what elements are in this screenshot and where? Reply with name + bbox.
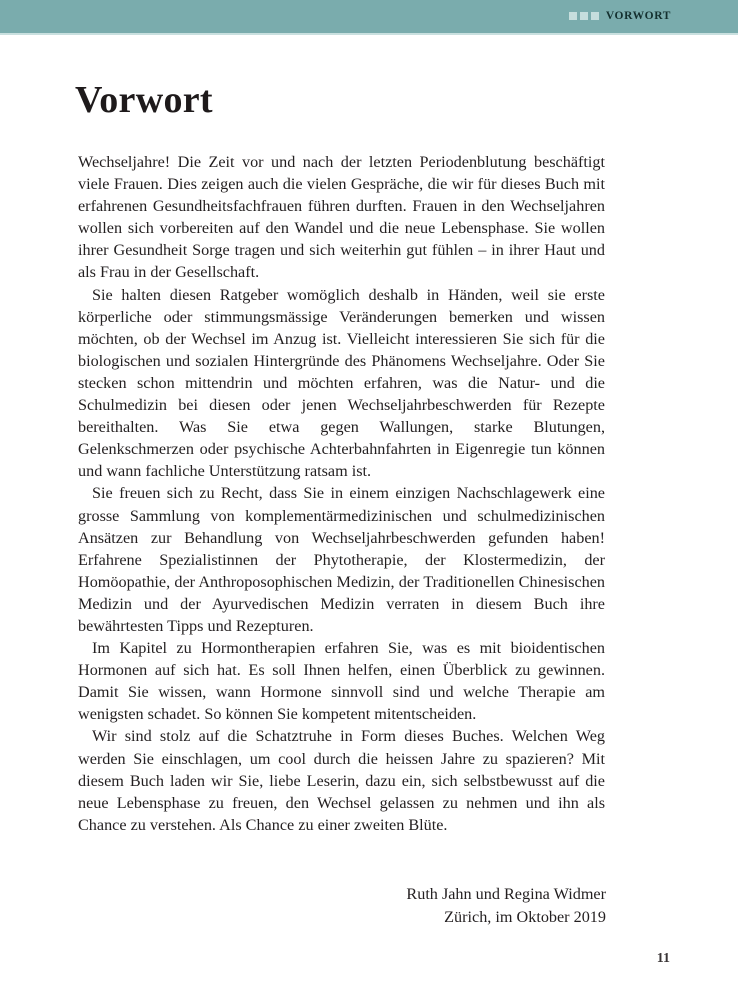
paragraph: Sie halten diesen Ratgeber womöglich deshalb in Händen, weil sie erste körperliche oder stimmungsmässige Veränderungen bemerken und wissen möchten, ob der Wechsel im Anzug ist. Vielleicht interessieren Sie sich für die biologischen und sozialen Hintergründe des Phänomens Wechseljahre. Oder Sie stecken schon mittendrin und möchten erfahren, was die Natur- und die Schulmedizin bei diesen oder jenen Wechseljahrbeschwerden für Rezepte bereithalten. Was Sie etwa gegen Wallungen, starke Blutungen, Gelenkschmerzen oder psychische Achterbahnfahrten in Eigenregie tun können und wann fachliche Unterstützung ratsam ist.: [78, 285, 605, 481]
square-marker-icon: [569, 12, 577, 20]
page-title: Vorwort: [75, 79, 213, 121]
page-number: 11: [656, 951, 670, 966]
running-head-label: VORWORT: [605, 10, 671, 22]
header-band: [0, 0, 738, 35]
signature: [406, 883, 606, 928]
running-head: [569, 10, 671, 22]
signature-authors: Ruth Jahn und Regina Widmer: [406, 885, 606, 903]
square-marker-icon: [580, 12, 588, 20]
paragraph: Im Kapitel zu Hormontherapien erfahren Sie, was es mit bioidentischen Hormonen auf sich hat. Es soll Ihnen helfen, einen Überblick zu gewinnen. Damit Sie wissen, wann Hormone sinnvoll sind und welche Therapie am wenigsten schadet. So können Sie kompetent mitentscheiden.: [78, 639, 605, 724]
paragraph: Wechseljahre! Die Zeit vor und nach der letzten Periodenblutung beschäftigt viele Frauen. Dies zeigen auch die vielen Gespräche, die wir für dieses Buch mit erfahrenen Gesundheitsfachfrauen führen durften. Frauen in den Wechseljahren wollen sich vorbereiten auf den Wandel und die neue Lebensphase. Sie wollen ihrer Gesundheit Sorge tragen und sich weiterhin gut fühlen – in ihrer Haut und als Frau in der Gesellschaft.: [78, 153, 605, 282]
paragraph: Sie freuen sich zu Recht, dass Sie in einem einzigen Nachschlagewerk eine grosse Sammlung von komplementärmedizinischen und schulmedizinischen Ansätzen zur Behandlung von Wechseljahrbeschwerden gefunden haben! Erfahrene Spezialistinnen der Phytotherapie, der Klostermedizin, der Homöopathie, der Anthroposophischen Medizin, der Traditionellen Chinesischen Medizin und der Ayurvedischen Medizin verraten in diesem Buch ihre bewährtesten Tipps und Rezepturen.: [78, 484, 605, 635]
signature-place-date: Zürich, im Oktober 2019: [444, 907, 606, 926]
square-marker-icon: [591, 12, 599, 20]
paragraph: Wir sind stolz auf die Schatztruhe in Form dieses Buches. Welchen Weg werden Sie einschlagen, um cool durch die heissen Jahre zu spazieren? Mit diesem Buch laden wir Sie, liebe Leserin, dazu ein, sich selbstbewusst auf die neue Lebensphase zu freuen, den Wechsel gelassen zu nehmen und ihn als Chance zu verstehen. Als Chance zu einer zweiten Blüte.: [78, 727, 605, 834]
body-text: [78, 151, 605, 836]
